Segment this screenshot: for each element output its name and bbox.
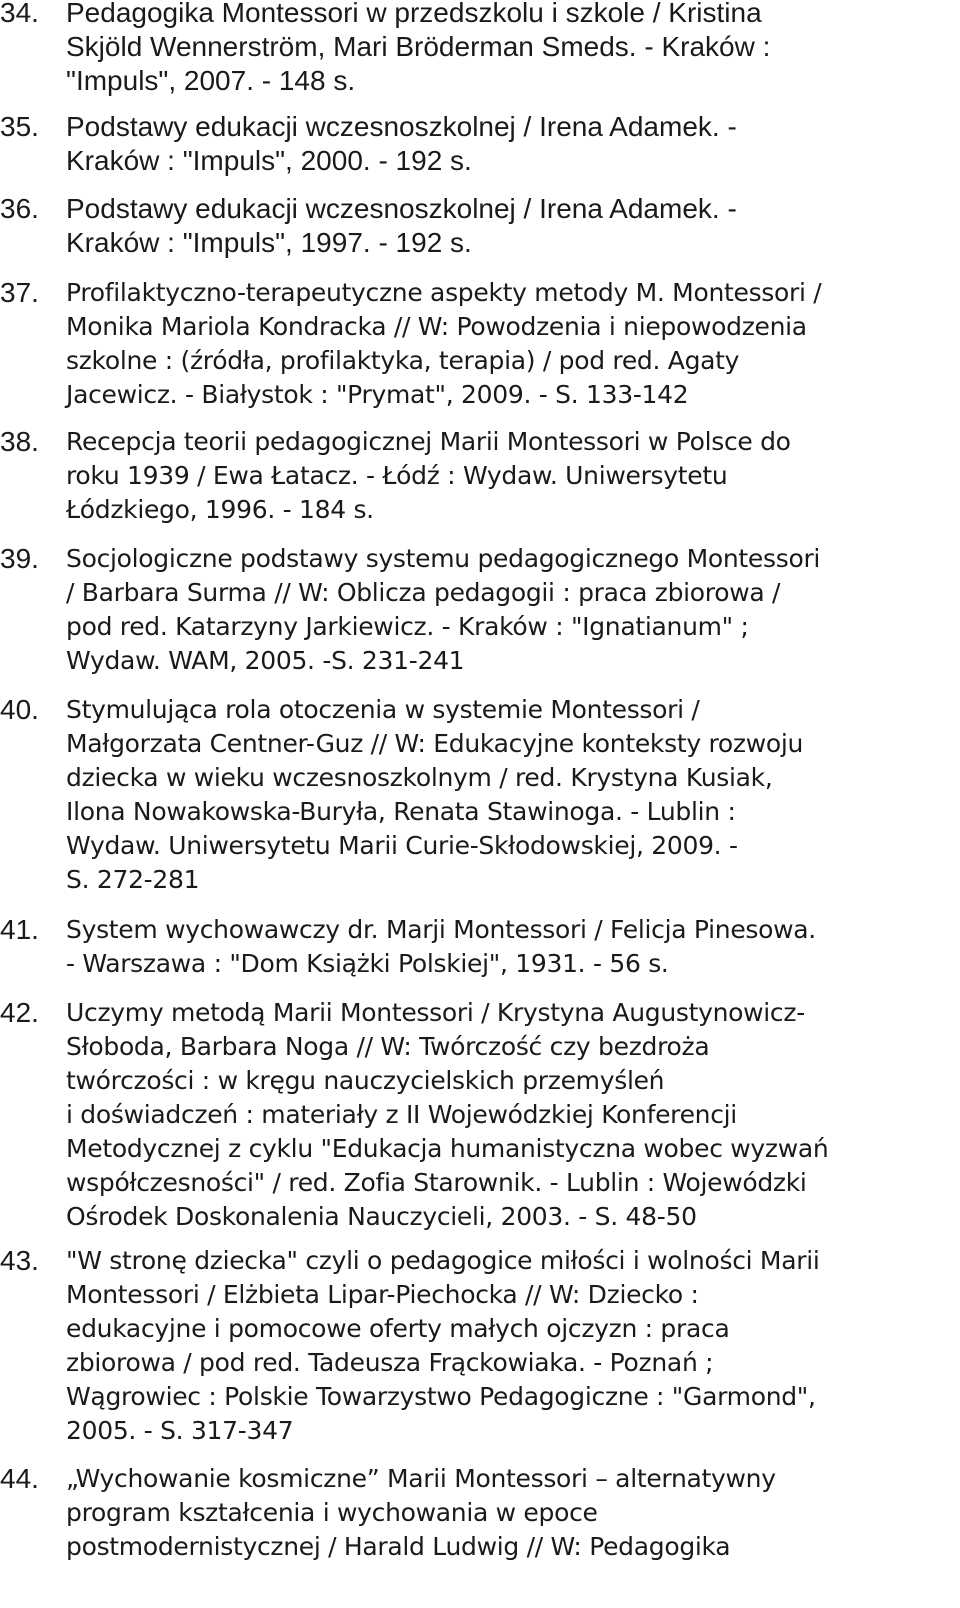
entry-line: Podstawy edukacji wczesnoszkolnej / Irena Adamek. -: [66, 111, 737, 142]
entry-text: [66, 693, 960, 897]
entry-line: współczesności" / red. Zofia Starownik. - Lublin : Wojewódzki: [66, 1168, 807, 1197]
entry-line: S. 272-281: [66, 865, 200, 894]
entry-text: [66, 110, 960, 178]
entry-line: System wychowawczy dr. Marji Montessori / Felicja Pinesowa.: [66, 915, 816, 944]
entry-line: Wydaw. Uniwersytetu Marii Curie-Skłodowskiej, 2009. -: [66, 831, 738, 860]
entry-line: Profilaktyczno-terapeutyczne aspekty metody M. Montessori /: [66, 278, 822, 307]
entry-line: zbiorowa / pod red. Tadeusza Frąckowiaka. - Poznań ;: [66, 1348, 714, 1377]
entry-line: Montessori / Elżbieta Lipar-Piechocka // W: Dziecko :: [66, 1280, 699, 1309]
entry-line: dziecka w wieku wczesnoszkolnym / red. Krystyna Kusiak,: [66, 763, 773, 792]
entry-number: 43.: [0, 1245, 39, 1276]
entry-line: "Impuls", 2007. - 148 s.: [66, 65, 356, 96]
entry-line: / Barbara Surma // W: Oblicza pedagogii : praca zbiorowa /: [66, 578, 781, 607]
entry-line: Jacewicz. - Białystok : "Prymat", 2009. - S. 133-142: [66, 380, 689, 409]
entry-text: [66, 425, 960, 527]
entry-line: twórczości : w kręgu nauczycielskich przemyśleń: [66, 1066, 665, 1095]
entry-line: Uczymy metodą Marii Montessori / Krystyna Augustynowicz-: [66, 998, 805, 1027]
entry-text: [66, 1462, 960, 1564]
entry-line: - Warszawa : "Dom Książki Polskiej", 1931. - 56 s.: [66, 949, 669, 978]
entry-number: 38.: [0, 426, 39, 457]
entry-text: [66, 276, 960, 412]
entry-line: i doświadczeń : materiały z II Wojewódzkiej Konferencji: [66, 1100, 737, 1129]
entry-line: Słoboda, Barbara Noga // W: Twórczość czy bezdroża: [66, 1032, 710, 1061]
entry-line: Małgorzata Centner-Guz // W: Edukacyjne konteksty rozwoju: [66, 729, 804, 758]
entry-line: Łódzkiego, 1996. - 184 s.: [66, 495, 374, 524]
entry-text: [66, 542, 960, 678]
entry-line: Kraków : "Impuls", 1997. - 192 s.: [66, 227, 472, 258]
entry-line: roku 1939 / Ewa Łatacz. - Łódź : Wydaw. Uniwersytetu: [66, 461, 728, 490]
entry-line: Wydaw. WAM, 2005. -S. 231-241: [66, 646, 465, 675]
entry-line: 2005. - S. 317-347: [66, 1416, 294, 1445]
entry-line: Ilona Nowakowska-Buryła, Renata Stawinoga. - Lublin :: [66, 797, 736, 826]
entry-line: Wągrowiec : Polskie Towarzystwo Pedagogiczne : "Garmond",: [66, 1382, 816, 1411]
entry-number: 40.: [0, 694, 39, 725]
entry-line: Stymulująca rola otoczenia w systemie Montessori /: [66, 695, 700, 724]
entry-text: [66, 996, 960, 1234]
entry-number: 36.: [0, 193, 39, 224]
entry-text: [66, 192, 960, 260]
entry-number: 41.: [0, 914, 39, 945]
entry-number: 42.: [0, 997, 39, 1028]
entry-number: 39.: [0, 543, 39, 574]
entry-line: Pedagogika Montessori w przedszkolu i szkole / Kristina: [66, 0, 762, 28]
entry-number: 34.: [0, 0, 39, 28]
entry-number: 44.: [0, 1463, 39, 1494]
entry-line: „Wychowanie kosmiczne” Marii Montessori – alternatywny: [66, 1464, 776, 1493]
entry-line: Kraków : "Impuls", 2000. - 192 s.: [66, 145, 472, 176]
entry-line: Ośrodek Doskonalenia Nauczycieli, 2003. - S. 48-50: [66, 1202, 697, 1231]
entry-line: Socjologiczne podstawy systemu pedagogicznego Montessori: [66, 544, 821, 573]
entry-line: pod red. Katarzyny Jarkiewicz. - Kraków : "Ignatianum" ;: [66, 612, 749, 641]
entry-text: [66, 913, 960, 981]
entry-line: "W stronę dziecka" czyli o pedagogice miłości i wolności Marii: [66, 1246, 820, 1275]
entry-number: 37.: [0, 277, 39, 308]
entry-line: Skjöld Wennerström, Mari Bröderman Smeds. - Kraków :: [66, 31, 771, 62]
entry-line: Recepcja teorii pedagogicznej Marii Montessori w Polsce do: [66, 427, 791, 456]
entry-line: Metodycznej z cyklu "Edukacja humanistyczna wobec wyzwań: [66, 1134, 829, 1163]
entry-line: program kształcenia i wychowania w epoce: [66, 1498, 598, 1527]
entry-line: Podstawy edukacji wczesnoszkolnej / Irena Adamek. -: [66, 193, 737, 224]
entry-number: 35.: [0, 111, 39, 142]
entry-text: [66, 0, 960, 98]
entry-line: edukacyjne i pomocowe oferty małych ojczyzn : praca: [66, 1314, 730, 1343]
entry-line: szkolne : (źródła, profilaktyka, terapia) / pod red. Agaty: [66, 346, 740, 375]
entry-line: postmodernistycznej / Harald Ludwig // W: Pedagogika: [66, 1532, 731, 1561]
entry-line: Monika Mariola Kondracka // W: Powodzenia i niepowodzenia: [66, 312, 807, 341]
entry-text: [66, 1244, 960, 1448]
